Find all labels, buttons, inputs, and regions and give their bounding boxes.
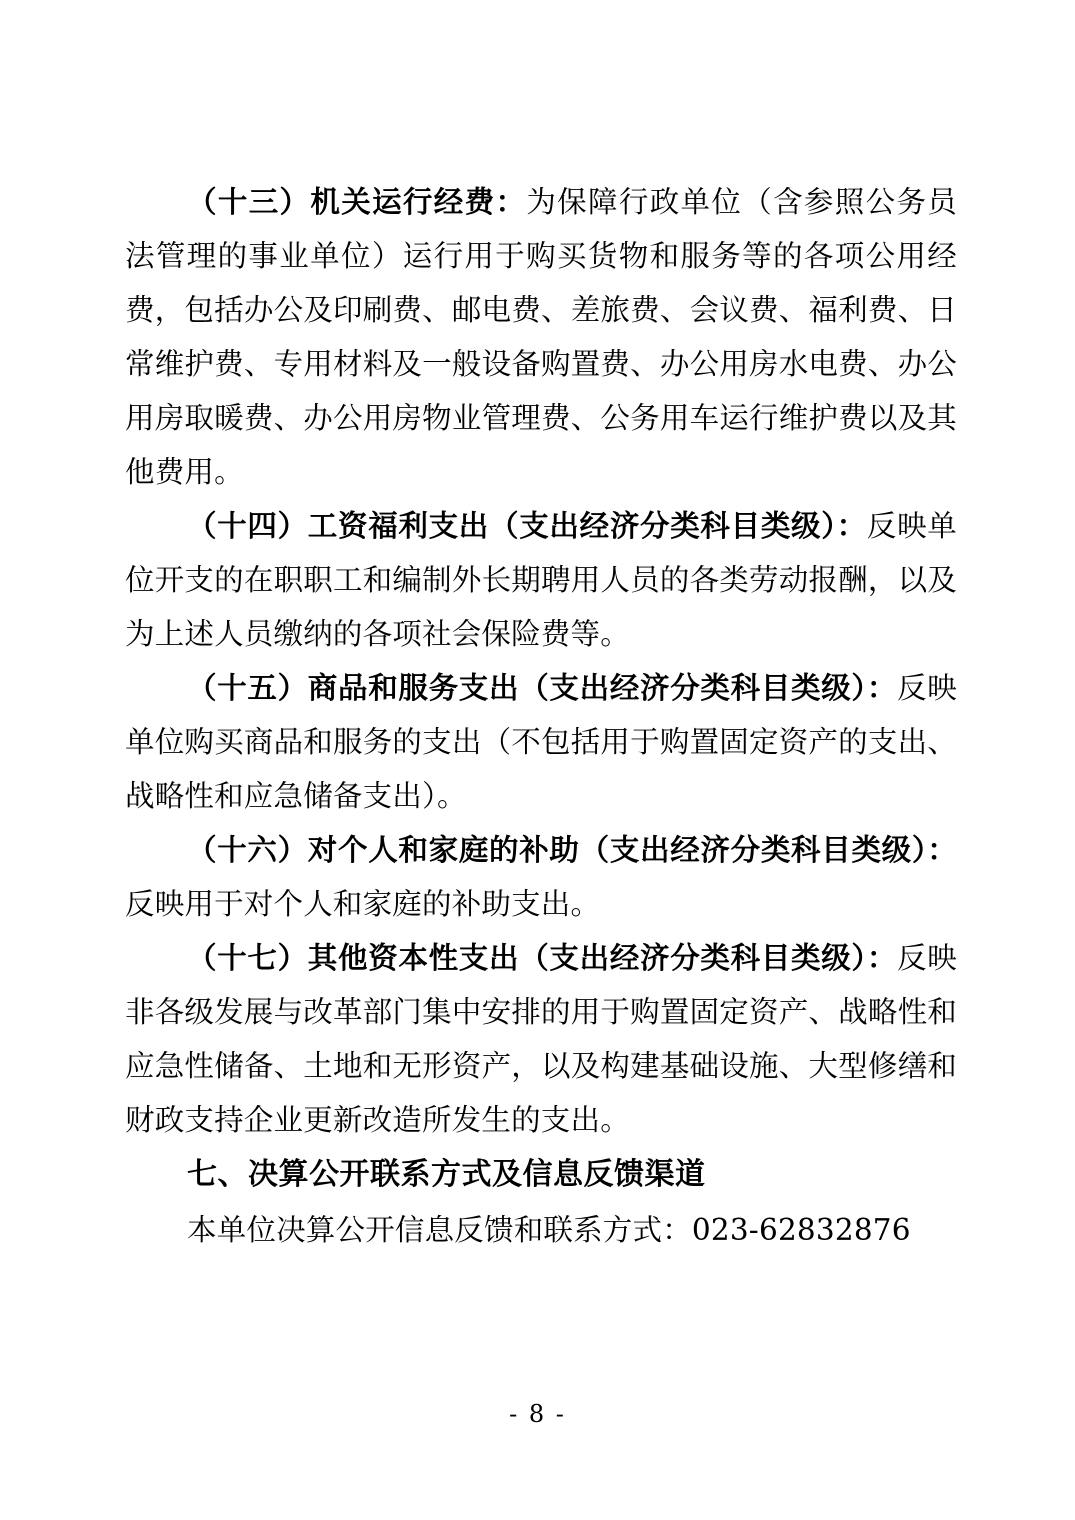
contact-paragraph: 本单位决算公开信息反馈和联系方式：023-62832876 xyxy=(187,1213,911,1247)
page-number: - 8 - xyxy=(509,1400,566,1428)
paragraph-item-16 xyxy=(125,823,957,931)
paragraph-text-item-13: 为保障行政单位（含参照公务员法管理的事业单位）运行用于购买货物和服务等的各项公用经费，包括办公及印刷费、邮电费、差旅费、会议费、福利费、日常维护费、专用材料及一般设备购置费、办公用房水电费、办公用房取暖费、办公用房物业管理费、公务用车运行维护费以及其他费用。 xyxy=(125,185,958,489)
paragraph-item-13 xyxy=(125,175,957,499)
paragraph-lead-item-15: （十五）商品和服务支出（支出经济分类科目类级）： xyxy=(187,670,898,705)
document-body xyxy=(125,175,957,1257)
paragraph-text-item-16: 反映用于对个人和家庭的补助支出。 xyxy=(125,887,601,921)
paragraph-text-item-14: 反映单位开支的在职职工和编制外长期聘用人员的各类劳动报酬，以及为上述人员缴纳的各项社会保险费等。 xyxy=(125,509,957,651)
section-heading: 七、决算公开联系方式及信息反馈渠道 xyxy=(187,1157,706,1192)
paragraph-lead-item-14: （十四）工资福利支出（支出经济分类科目类级）： xyxy=(187,508,867,543)
paragraph-item-17 xyxy=(125,931,957,1147)
paragraph-lead-item-17: （十七）其他资本性支出（支出经济分类科目类级）： xyxy=(187,940,898,975)
paragraph-text-item-15: 反映单位购买商品和服务的支出（不包括用于购置固定资产的支出、战略性和应急储备支出）。 xyxy=(125,671,957,813)
paragraph-lead-item-13: （十三）机关运行经费： xyxy=(187,184,527,219)
paragraph-item-15 xyxy=(125,661,957,823)
paragraph-item-14 xyxy=(125,499,957,661)
paragraph-lead-item-16: （十六）对个人和家庭的补助（支出经济分类科目类级）： xyxy=(187,832,957,867)
paragraph-text-item-17: 反映非各级发展与改革部门集中安排的用于购置固定资产、战略性和应急性储备、土地和无形资产，以及构建基础设施、大型修缮和财政支持企业更新改造所发生的支出。 xyxy=(125,941,957,1137)
